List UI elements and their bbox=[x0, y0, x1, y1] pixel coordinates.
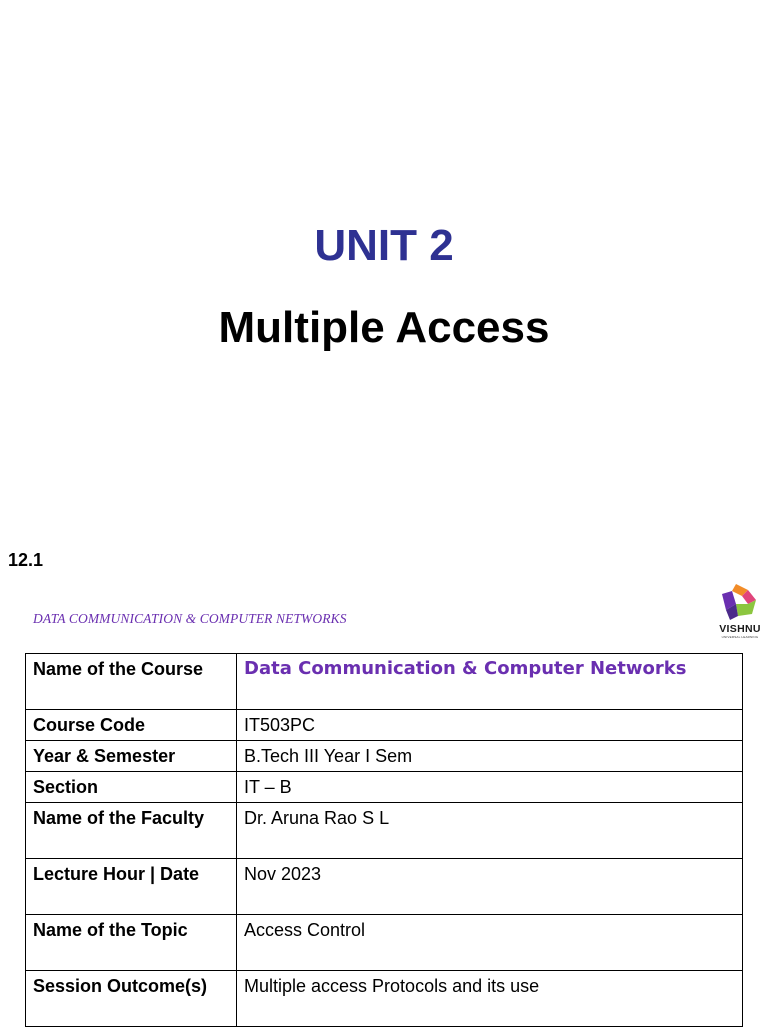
page-title: Multiple Access bbox=[218, 303, 550, 352]
row-label: Year & Semester bbox=[26, 741, 237, 772]
table-row bbox=[26, 654, 743, 710]
row-value: Access Control bbox=[237, 915, 743, 971]
row-label: Session Outcome(s) bbox=[26, 971, 237, 1027]
row-label: Name of the Faculty bbox=[26, 803, 237, 859]
row-label: Name of the Topic bbox=[26, 915, 237, 971]
table-row bbox=[26, 741, 743, 772]
row-value: Nov 2023 bbox=[237, 859, 743, 915]
course-banner: DATA COMMUNICATION & COMPUTER NETWORKS bbox=[33, 611, 347, 626]
unit-title: UNIT 2 bbox=[314, 221, 454, 270]
table-row bbox=[26, 915, 743, 971]
table-row bbox=[26, 971, 743, 1027]
row-value: Multiple access Protocols and its use bbox=[237, 971, 743, 1027]
table-row bbox=[26, 803, 743, 859]
logo-text: VISHNU bbox=[719, 623, 761, 635]
vishnu-logo bbox=[712, 582, 768, 642]
table-row bbox=[26, 710, 743, 741]
course-details-table bbox=[25, 653, 743, 1027]
row-value: IT – B bbox=[237, 772, 743, 803]
row-label: Name of the Course bbox=[26, 654, 237, 710]
row-label: Section bbox=[26, 772, 237, 803]
table-row bbox=[26, 772, 743, 803]
vishnu-logo-icon bbox=[712, 582, 768, 624]
slide-number: 12.1 bbox=[8, 550, 44, 570]
row-value: IT503PC bbox=[237, 710, 743, 741]
row-value: B.Tech III Year I Sem bbox=[237, 741, 743, 772]
row-label: Lecture Hour | Date bbox=[26, 859, 237, 915]
row-label: Course Code bbox=[26, 710, 237, 741]
table-row bbox=[26, 859, 743, 915]
row-value: Dr. Aruna Rao S L bbox=[237, 803, 743, 859]
logo-subtext: UNIVERSAL LEARNING bbox=[721, 635, 759, 639]
row-value: Data Communication & Computer Networks bbox=[237, 654, 743, 710]
